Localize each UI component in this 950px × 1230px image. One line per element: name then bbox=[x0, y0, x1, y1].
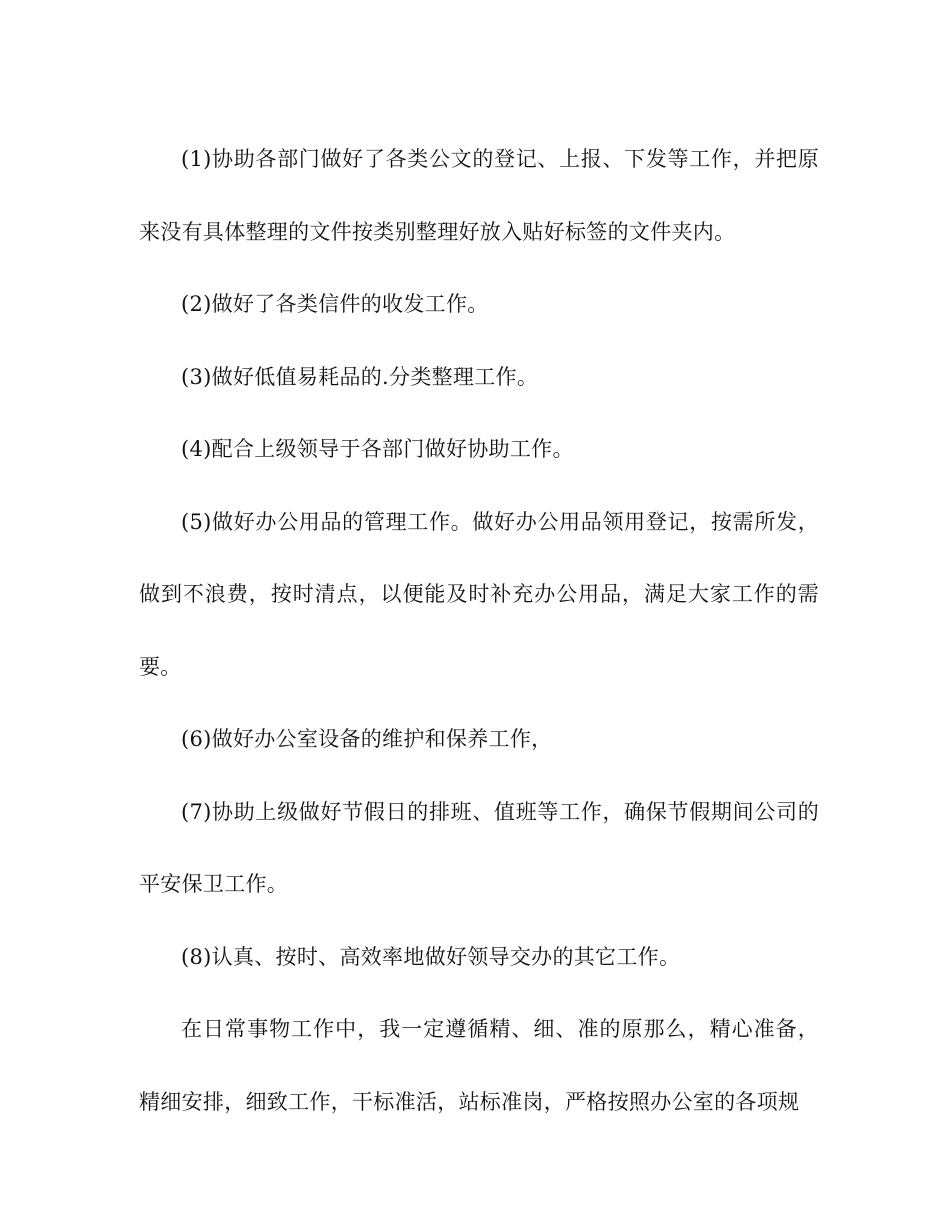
document-body bbox=[139, 123, 819, 1138]
paragraph-7: (7)协助上级做好节假日的排班、值班等工作，确保节假期间公司的平安保卫工作。 bbox=[139, 799, 819, 896]
paragraph-9: 在日常事物工作中，我一定遵循精、细、准的原那么，精心准备，精细安排，细致工作，干标准活，站标准岗，严格按照办公室的各项规 bbox=[139, 1017, 819, 1114]
paragraph-5: (5)做好办公用品的管理工作。做好办公用品领用登记，按需所发，做到不浪费，按时清点，以便能及时补充办公用品，满足大家工作的需要。 bbox=[139, 509, 819, 679]
paragraph-8: (8)认真、按时、高效率地做好领导交办的其它工作。 bbox=[181, 944, 681, 969]
paragraph-6: (6)做好办公室设备的维护和保养工作， bbox=[181, 727, 553, 751]
paragraph-2: (2)做好了各类信件的收发工作。 bbox=[181, 292, 489, 316]
paragraph-1: (1)协助各部门做好了各类公文的登记、上报、下发等工作，并把原来没有具体整理的文件按类别整理好放入贴好标签的文件夹内。 bbox=[139, 147, 819, 244]
paragraph-4: (4)配合上级领导于各部门做好协助工作。 bbox=[181, 437, 574, 461]
paragraph-3: (3)做好低值易耗品的.分类整理工作。 bbox=[181, 364, 539, 389]
